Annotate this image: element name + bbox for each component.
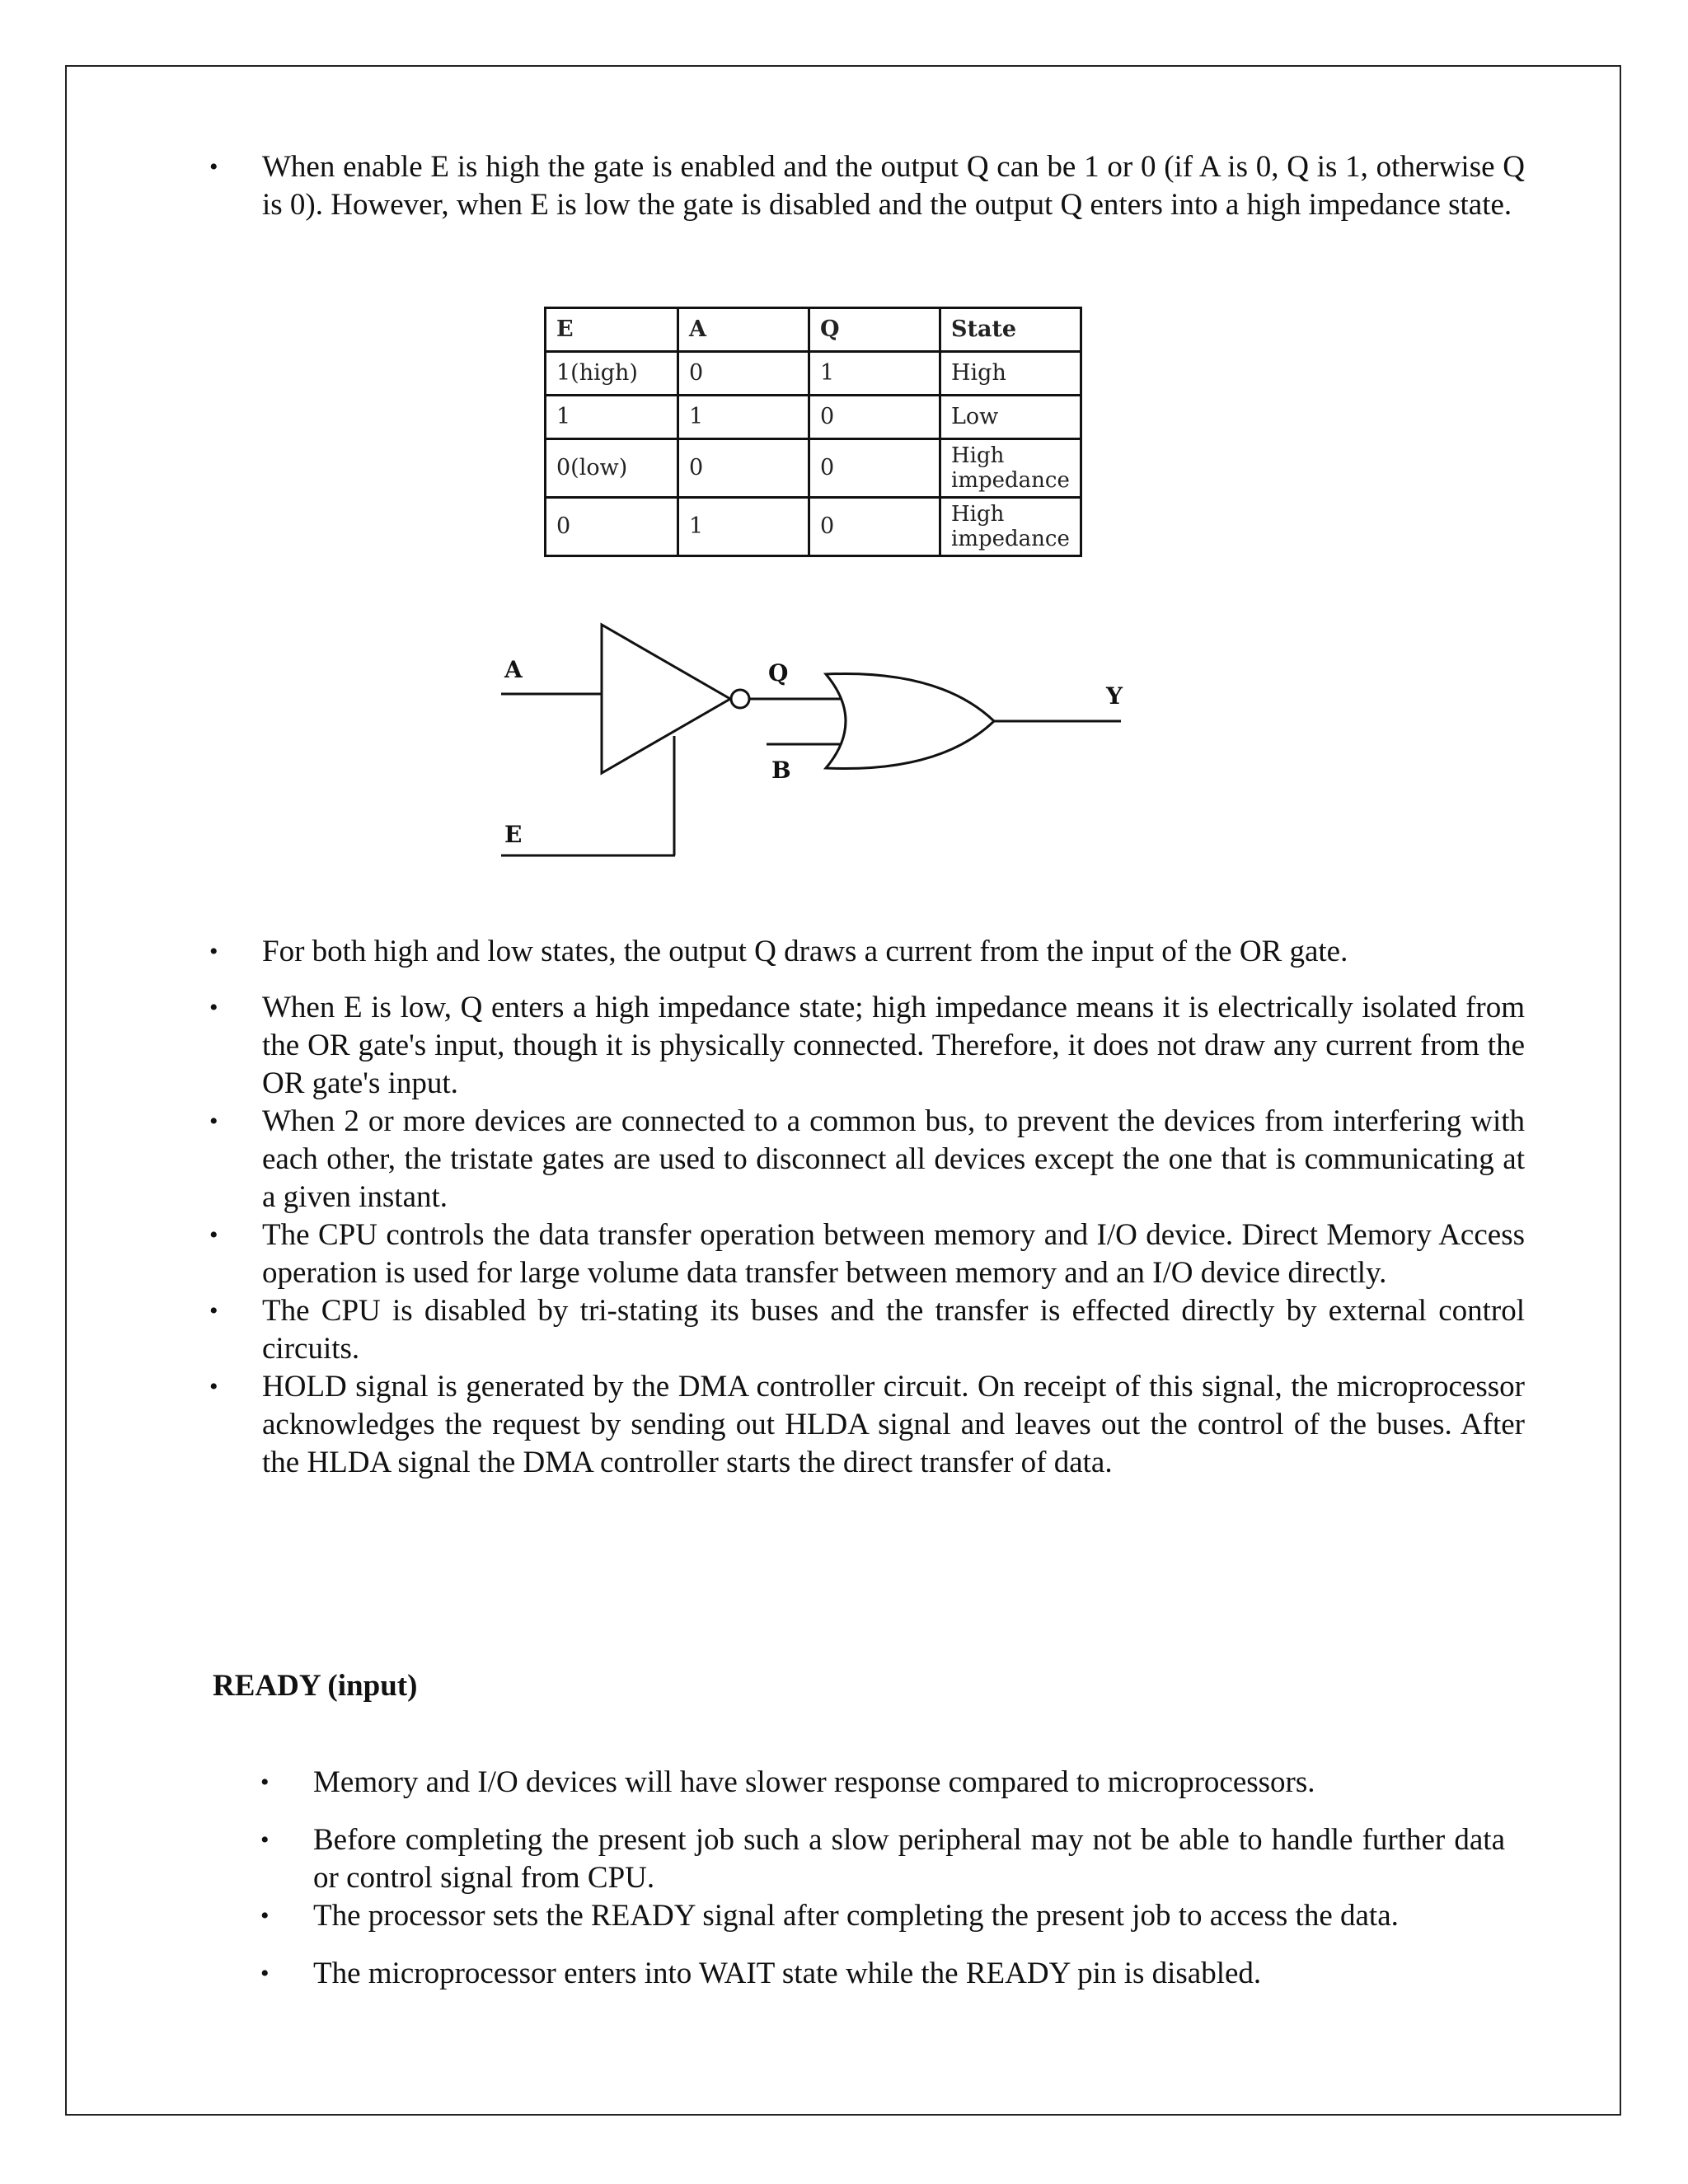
bullet-item: • The microprocessor enters into WAIT state while the READY pin is disabled. — [313, 1955, 1505, 1993]
table-cell: 0 — [678, 439, 809, 498]
bullet-item: • The CPU is disabled by tri-stating its buses and the transfer is effected directly by external control circuits. — [262, 1292, 1525, 1368]
label-b: B — [771, 757, 791, 784]
tristate-buffer-symbol — [602, 625, 730, 773]
table-cell: 0 — [809, 439, 940, 498]
table-cell: 0 — [809, 396, 940, 439]
label-y: Y — [1106, 682, 1123, 710]
table-cell: 1 — [546, 396, 678, 439]
truth-table — [544, 307, 1082, 557]
table-cell: High impedance — [940, 498, 1081, 556]
table-cell: 1 — [809, 352, 940, 396]
label-a: A — [504, 656, 523, 683]
table-cell: High impedance — [940, 439, 1081, 498]
table-header-row — [546, 308, 1081, 352]
tristate-gate-diagram — [478, 618, 1137, 874]
table-cell: Low — [940, 396, 1081, 439]
label-e: E — [504, 821, 523, 848]
bullet-item: • HOLD signal is generated by the DMA controller circuit. On receipt of this signal, the microprocessor acknowledges the request by sending out HLDA signal and leaves out the control of the buses. After the HLDA signal the DMA controller starts the direct transfer of data. — [262, 1368, 1525, 1482]
header-cell-q: Q — [809, 308, 940, 352]
table-row — [546, 498, 1081, 556]
header-cell-a: A — [678, 308, 809, 352]
tristate-bullet-list — [262, 933, 1525, 1482]
table-cell: 0 — [678, 352, 809, 396]
label-q: Q — [768, 659, 789, 687]
bullet-item: • Before completing the present job such a slow peripheral may not be able to handle further data or control signal from CPU. — [313, 1821, 1505, 1897]
bullet-item: • Memory and I/O devices will have slower response compared to microprocessors. — [313, 1764, 1505, 1802]
inversion-bubble — [731, 690, 749, 708]
table-cell: 1(high) — [546, 352, 678, 396]
intro-bullet-list — [262, 148, 1525, 224]
bullet-item: • The processor sets the READY signal after completing the present job to access the data. — [313, 1897, 1505, 1935]
section-heading: READY (input) — [213, 1669, 418, 1703]
table-cell: 0 — [809, 498, 940, 556]
header-cell-state: State — [940, 308, 1081, 352]
table-row — [546, 439, 1081, 498]
ready-bullet-list — [313, 1764, 1505, 1993]
or-gate-symbol — [826, 673, 994, 768]
table-row — [546, 396, 1081, 439]
table-cell: 0 — [546, 498, 678, 556]
bullet-item: • When enable E is high the gate is enabled and the output Q can be 1 or 0 (if A is 0, Q is 1, otherwise Q is 0). However, when E is low the gate is disabled and the output Q enters into a high impedance state. — [262, 148, 1525, 224]
bullet-item: • When E is low, Q enters a high impedance state; high impedance means it is electrically isolated from the OR gate's input, though it is physically connected. Therefore, it does not draw any current from the OR gate's input. — [262, 989, 1525, 1103]
bullet-item: • When 2 or more devices are connected to a common bus, to prevent the devices from interfering with each other, the tristate gates are used to disconnect all devices except the one that is communicating at a given instant. — [262, 1103, 1525, 1216]
table-cell: 1 — [678, 396, 809, 439]
header-cell-e: E — [546, 308, 678, 352]
bullet-item: • For both high and low states, the output Q draws a current from the input of the OR gate. — [262, 933, 1525, 971]
bullet-item: • The CPU controls the data transfer operation between memory and I/O device. Direct Memory Access operation is used for large volume data transfer between memory and an I/O device directly. — [262, 1216, 1525, 1292]
table-cell: High — [940, 352, 1081, 396]
table-cell: 0(low) — [546, 439, 678, 498]
table-row — [546, 352, 1081, 396]
table-cell: 1 — [678, 498, 809, 556]
